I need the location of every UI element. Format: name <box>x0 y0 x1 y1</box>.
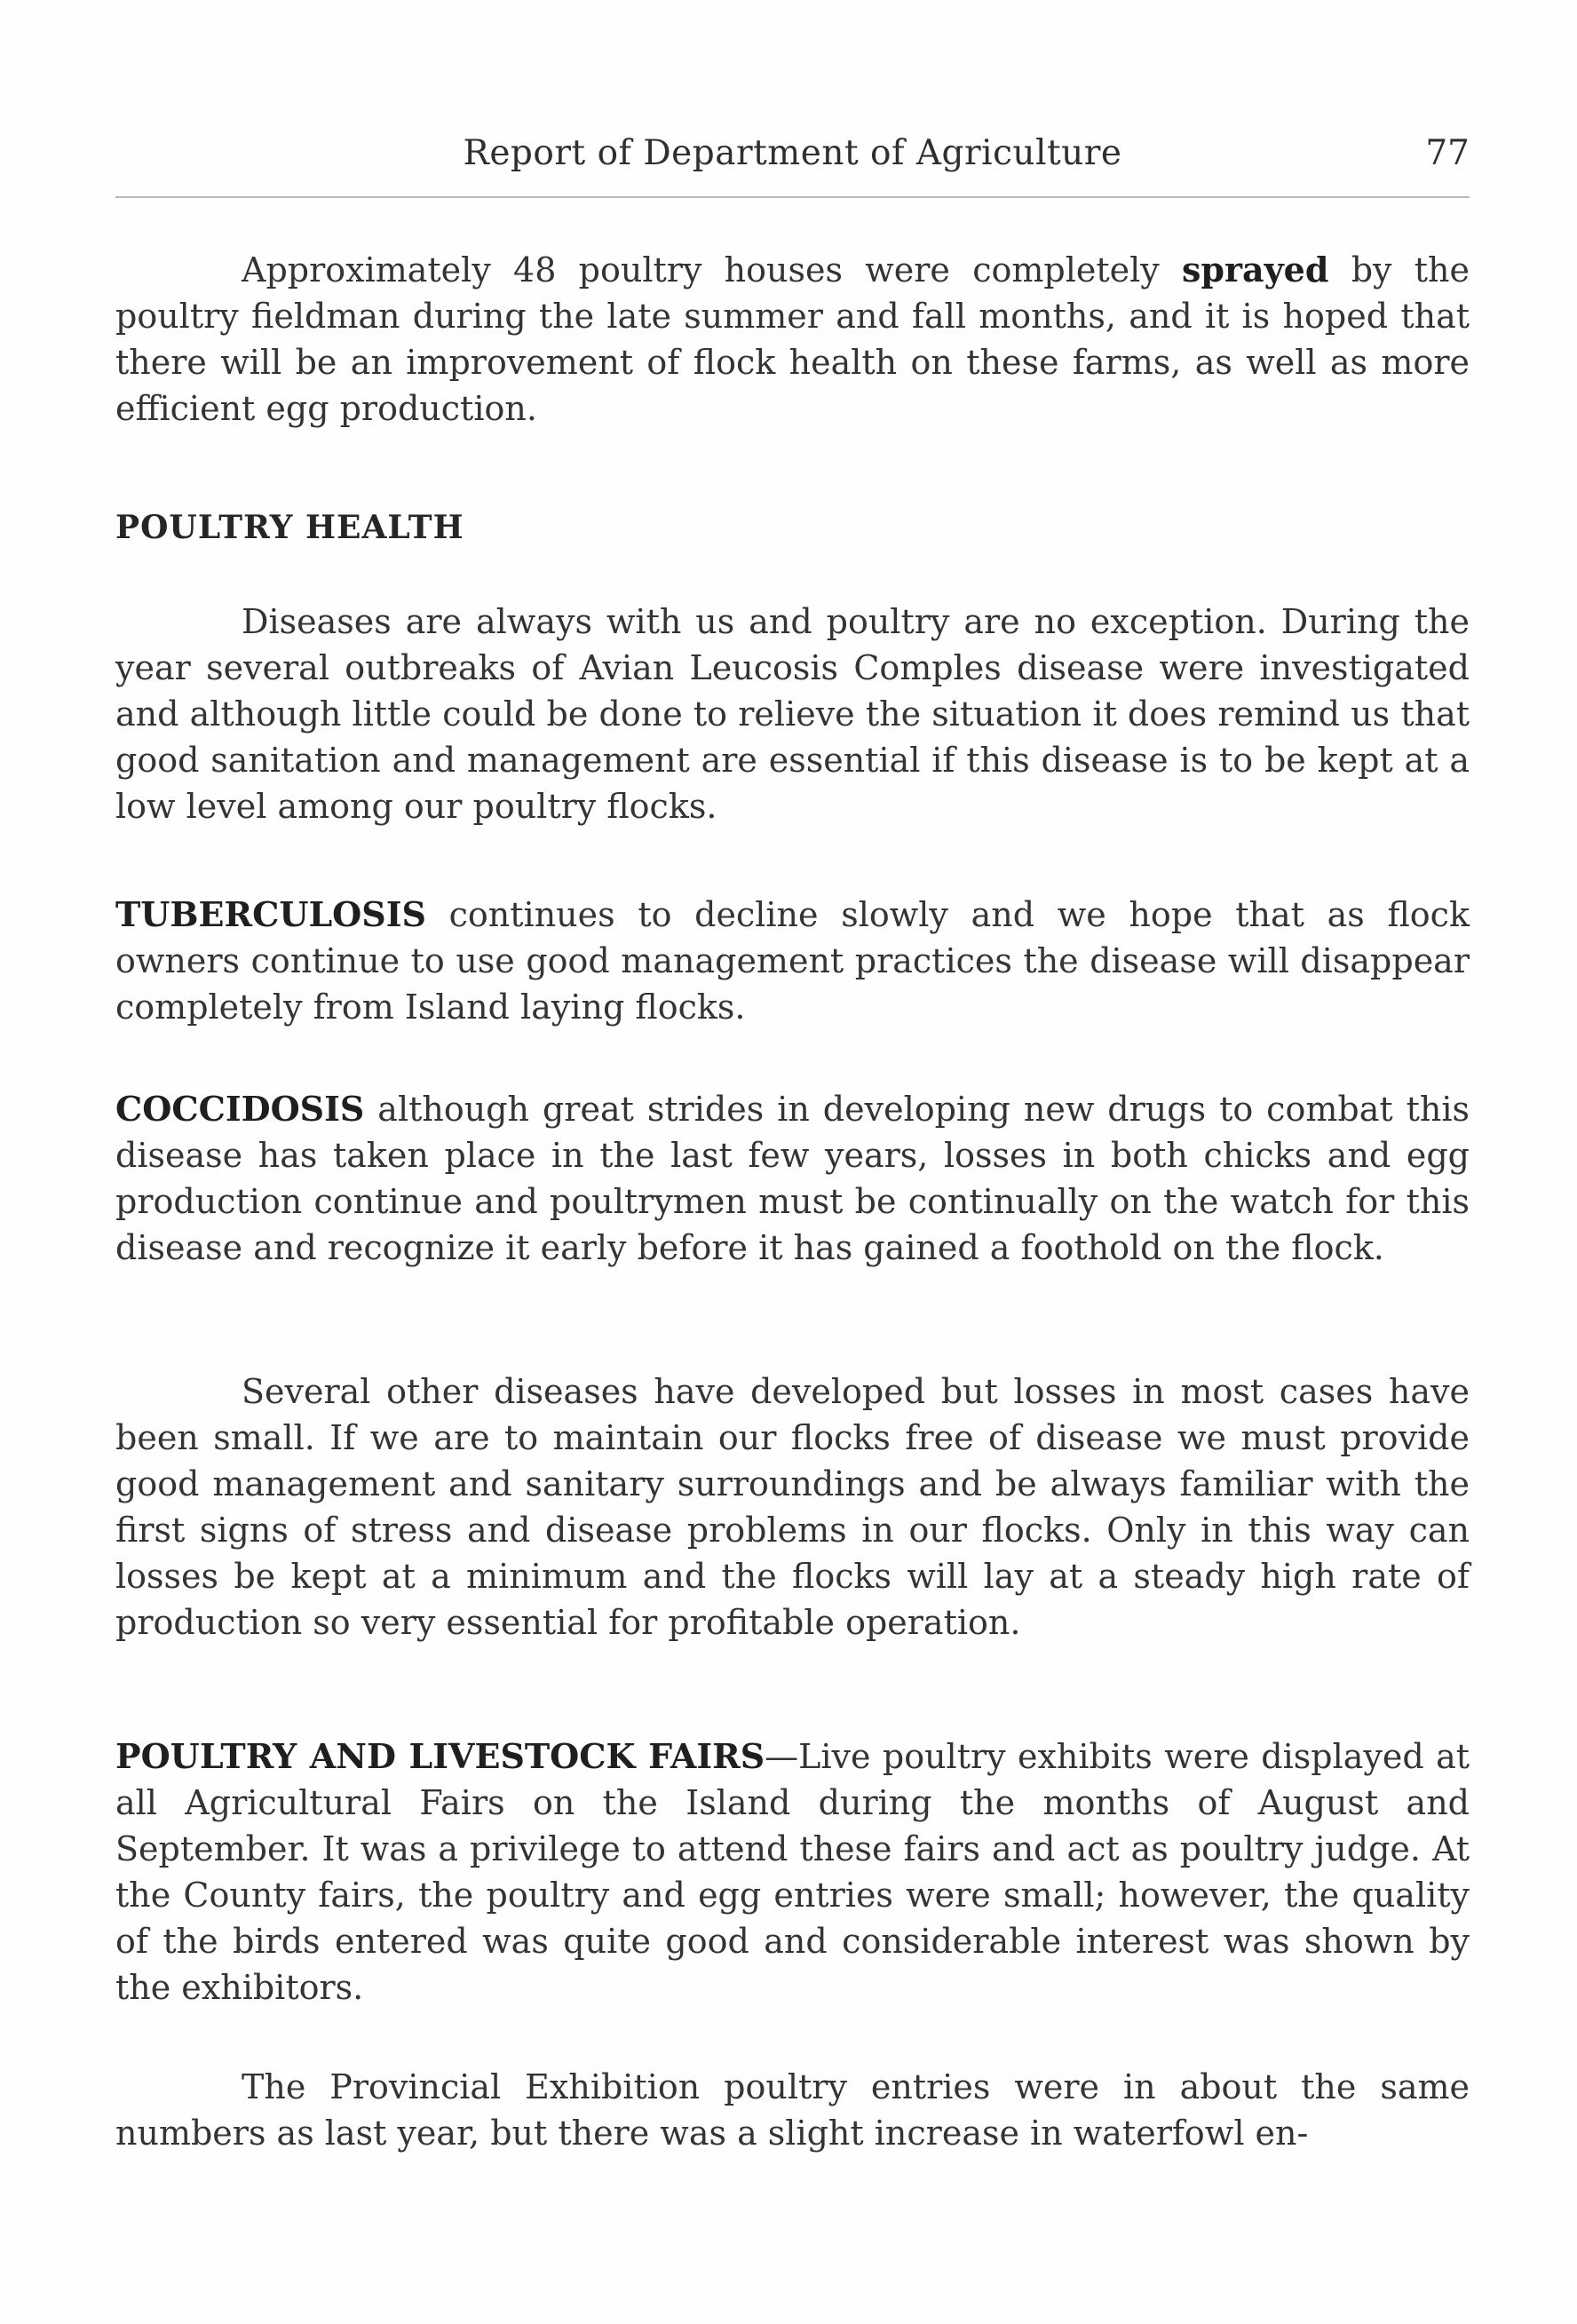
paragraph-provincial-exhibition <box>115 2064 1470 2156</box>
header-rule <box>115 196 1470 198</box>
paragraph-fairs <box>115 1733 1470 2011</box>
section-heading: POULTRY HEALTH <box>115 509 464 546</box>
paragraph-other-diseases <box>115 1368 1470 1646</box>
running-header-title: Report of Department of Agriculture <box>463 133 1122 173</box>
text-run: by the poultry fieldman during the late summer and fall months, and it is hoped that there will be an improvement of flock health on these farms, as well as more efficient egg production. <box>115 250 1470 428</box>
paragraph-diseases <box>115 599 1470 829</box>
section-heading-poultry-health <box>115 509 1470 546</box>
paragraph-spraying <box>115 247 1470 432</box>
paragraph-text: Several other diseases have developed but losses in most cases have been small. If we are to maintain our flocks free of disease we must provide good management and sanitary surroundings and be always familiar with the first signs of stress and disease problems in our flocks. Only in this way can losses be kept at a minimum and the flocks will lay at a steady high rate of production so very essential for profitable operation. <box>115 1372 1470 1642</box>
term-coccidosis: COCCIDOSIS <box>115 1089 365 1129</box>
term-fairs: POULTRY AND LIVESTOCK FAIRS <box>115 1736 765 1776</box>
text-run: Approximately 48 poultry houses were completely <box>242 250 1182 290</box>
term-tuberculosis: TUBERCULOSIS <box>115 894 426 934</box>
text-run: continues to decline slowly and we hope that as flock owners continue to use good management practices the disease will disappear completely from Island laying flocks. <box>115 895 1470 1027</box>
text-run: although great strides in developing new drugs to combat this disease has taken place in the last few years, losses in both chicks and egg production continue and poultrymen must be continually on the watch for this disease and recognize it early before it has gained a foothold on the flock. <box>115 1090 1470 1267</box>
paragraph-text: Diseases are always with us and poultry are no exception. During the year several outbreaks of Avian Leucosis Comples disease were investigated and although little could be done to relieve the situation it does remind us that good sanitation and management are essential if this disease is to be kept at a low level among our poultry flocks. <box>115 602 1470 826</box>
page-header <box>115 133 1470 186</box>
emphasis-sprayed: sprayed <box>1182 250 1329 290</box>
paragraph-tuberculosis <box>115 892 1470 1030</box>
page-number: 77 <box>1425 133 1470 173</box>
paragraph-coccidosis <box>115 1086 1470 1271</box>
text-run: —Live poultry exhibits were displayed at all Agricultural Fairs on the Island during the months of August and September. It was a privilege to attend these fairs and act as poultry judge. At the County fairs, the poultry and egg entries were small; however, the quality of the birds entered was quite good and considerable interest was shown by the exhibitors. <box>115 1737 1470 2007</box>
paragraph-text: The Provincial Exhibition poultry entries were in about the same numbers as last year, but there was a slight increase in waterfowl en- <box>115 2067 1470 2153</box>
